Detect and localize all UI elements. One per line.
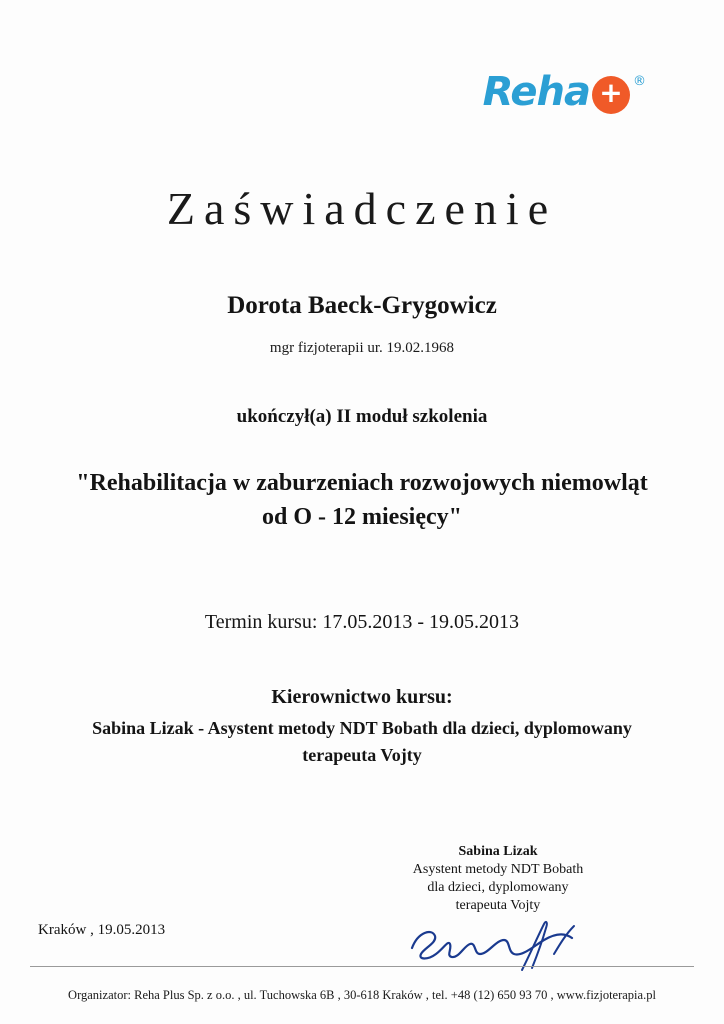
leadership-label: Kierownictwo kursu: — [271, 686, 453, 708]
place-and-date: Kraków , 19.05.2013 — [38, 922, 166, 938]
leadership-line-1: Sabina Lizak - Asystent metody NDT Bobath dla dzieci, dyplomowany — [92, 718, 632, 738]
completion-statement: ukończył(a) II moduł szkolenia — [236, 406, 488, 427]
signatory-role-line-2: dla dzieci, dyplomowany — [427, 880, 569, 895]
plus-icon — [592, 76, 630, 114]
course-title-line-2: od O - 12 miesięcy" — [262, 504, 462, 530]
leadership-line-2: terapeuta Vojty — [302, 745, 422, 765]
signatory-name: Sabina Lizak — [458, 844, 538, 859]
course-dates: Termin kursu: 17.05.2013 - 19.05.2013 — [204, 611, 520, 633]
footer-divider — [30, 966, 694, 967]
registered-trademark-icon: ® — [633, 74, 646, 89]
footer-organizer-info: Organizator: Reha Plus Sp. z o.o. , ul. Tuchowska 6B , 30-618 Kraków , tel. +48 (12) 650 93 70 , www.fizjoterapia.pl — [68, 988, 656, 1002]
leadership-details — [0, 715, 724, 769]
course-title — [0, 466, 724, 534]
logo-plus-glyph: + — [599, 76, 623, 109]
page-title: Zaświadczenie — [166, 183, 558, 234]
recipient-name: Dorota Baeck-Grygowicz — [227, 292, 497, 319]
course-title-line-1: "Rehabilitacja w zaburzeniach rozwojowych niemowląt — [76, 470, 648, 496]
signatory-role-line-1: Asystent metody NDT Bobath — [412, 862, 584, 877]
reha-plus-logo — [482, 69, 646, 115]
recipient-details: mgr fizjoterapii ur. 19.02.1968 — [269, 340, 455, 356]
signatory-role-line-3: terapeuta Vojty — [455, 898, 541, 913]
handwritten-signature-icon — [404, 910, 604, 980]
signature-block — [368, 843, 628, 915]
logo-wordmark: Reha — [482, 69, 590, 115]
